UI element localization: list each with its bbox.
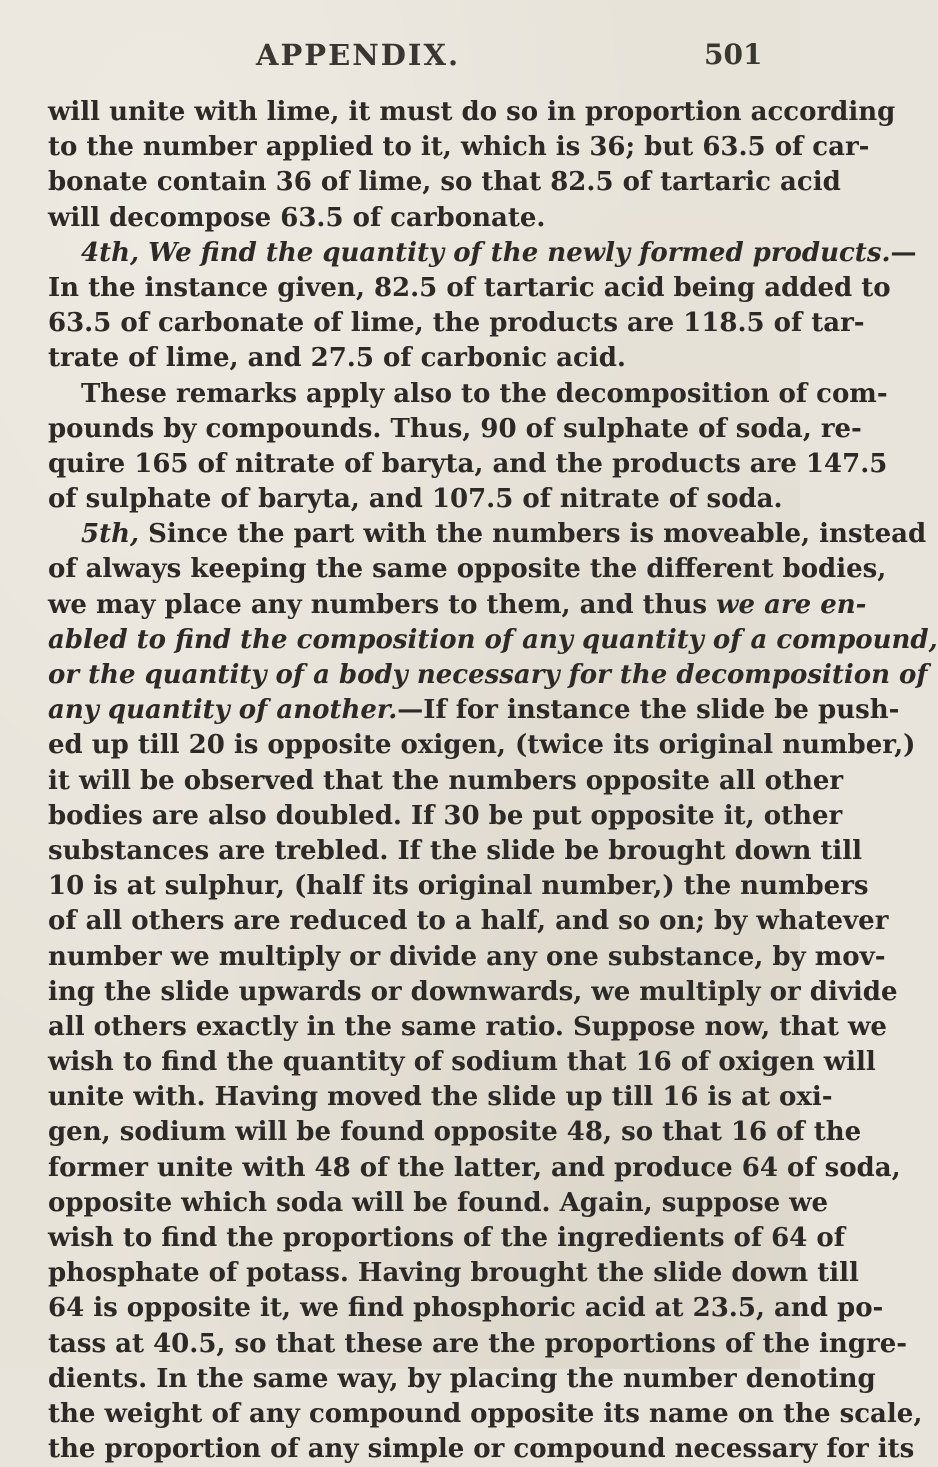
text-line: ing the slide upwards or downwards, we multiply or divide — [48, 976, 898, 1007]
running-title: APPENDIX. — [256, 38, 461, 72]
text-line: 64 is opposite it, we find phosphoric acid at 23.5, and po- — [48, 1293, 884, 1324]
text-line: abled to find the composition of any quantity of a compound, — [48, 624, 938, 655]
text-line: bonate contain 36 of lime, so that 82.5 of tartaric acid — [48, 167, 841, 198]
text-line: phosphate of potass. Having brought the slide down till — [48, 1258, 859, 1289]
text-line: of all others are reduced to a half, and so on; by whatever — [48, 906, 889, 937]
text-line: former unite with 48 of the latter, and produce 64 of soda, — [48, 1152, 901, 1183]
text-line: the proportion of any simple or compound necessary for its — [48, 1434, 915, 1465]
text-line: In the instance given, 82.5 of tartaric acid being added to — [48, 272, 891, 303]
text-line: to the number applied to it, which is 36; but 63.5 of car- — [48, 132, 870, 163]
text-line: 5th, Since the part with the numbers is moveable, instead — [81, 519, 927, 550]
text-line: opposite which soda will be found. Again, suppose we — [48, 1187, 829, 1218]
text-line: trate of lime, and 27.5 of carbonic acid. — [48, 343, 626, 374]
text-line: of always keeping the same opposite the different bodies, — [48, 554, 887, 585]
text-line: will decompose 63.5 of carbonate. — [48, 202, 546, 233]
text-line: 4th, We find the quantity of the newly formed products.— — [81, 237, 917, 268]
page-header — [0, 38, 800, 78]
text-line: the weight of any compound opposite its name on the scale, — [48, 1398, 923, 1429]
page-number: 501 — [704, 38, 763, 71]
italic-run: 5th, — [81, 519, 140, 550]
text-line: of sulphate of baryta, and 107.5 of nitrate of soda. — [48, 484, 783, 515]
text-line: dients. In the same way, by placing the number denoting — [48, 1363, 876, 1394]
text-line: pounds by compounds. Thus, 90 of sulphate of soda, re- — [48, 413, 862, 444]
text-line: These remarks apply also to the decomposition of com- — [81, 378, 888, 409]
text-line: it will be observed that the numbers opposite all other — [48, 765, 844, 796]
text-line: ed up till 20 is opposite oxigen, (twice its original number,) — [48, 730, 916, 761]
text-line: wish to find the proportions of the ingredients of 64 of — [48, 1223, 845, 1253]
text-line: tass at 40.5, so that these are the proportions of the ingre- — [48, 1328, 908, 1359]
body-text — [48, 95, 938, 1467]
italic-run: we are en- — [716, 589, 867, 620]
text-line: all others exactly in the same ratio. Suppose now, that we — [48, 1011, 887, 1042]
text-line: wish to find the quantity of sodium that 16 of oxigen will — [48, 1047, 876, 1078]
text-line: will unite with lime, it must do so in proportion according — [48, 97, 896, 127]
text-line: or the quantity of a body necessary for the decomposition of — [48, 660, 928, 690]
text-line: substances are trebled. If the slide be brought down till — [48, 835, 863, 866]
italic-run: 4th, We find the quantity of the newly formed products. — [81, 237, 891, 268]
text-line: gen, sodium will be found opposite 48, so that 16 of the — [48, 1117, 862, 1148]
text-line: quire 165 of nitrate of baryta, and the products are 147.5 — [48, 448, 888, 479]
italic-run: any quantity of another. — [48, 695, 398, 726]
text-line: bodies are also doubled. If 30 be put opposite it, other — [48, 800, 843, 831]
text-line: 63.5 of carbonate of lime, the products are 118.5 of tar- — [48, 308, 865, 339]
text-line: we may place any numbers to them, and thus we are en- — [48, 589, 867, 620]
text-line: 10 is at sulphur, (half its original number,) the numbers — [48, 871, 869, 902]
text-line: any quantity of another.—If for instance the slide be push- — [48, 695, 900, 726]
text-line: unite with. Having moved the slide up till 16 is at oxi- — [48, 1082, 833, 1113]
text-line: number we multiply or divide any one substance, by mov- — [48, 941, 886, 972]
